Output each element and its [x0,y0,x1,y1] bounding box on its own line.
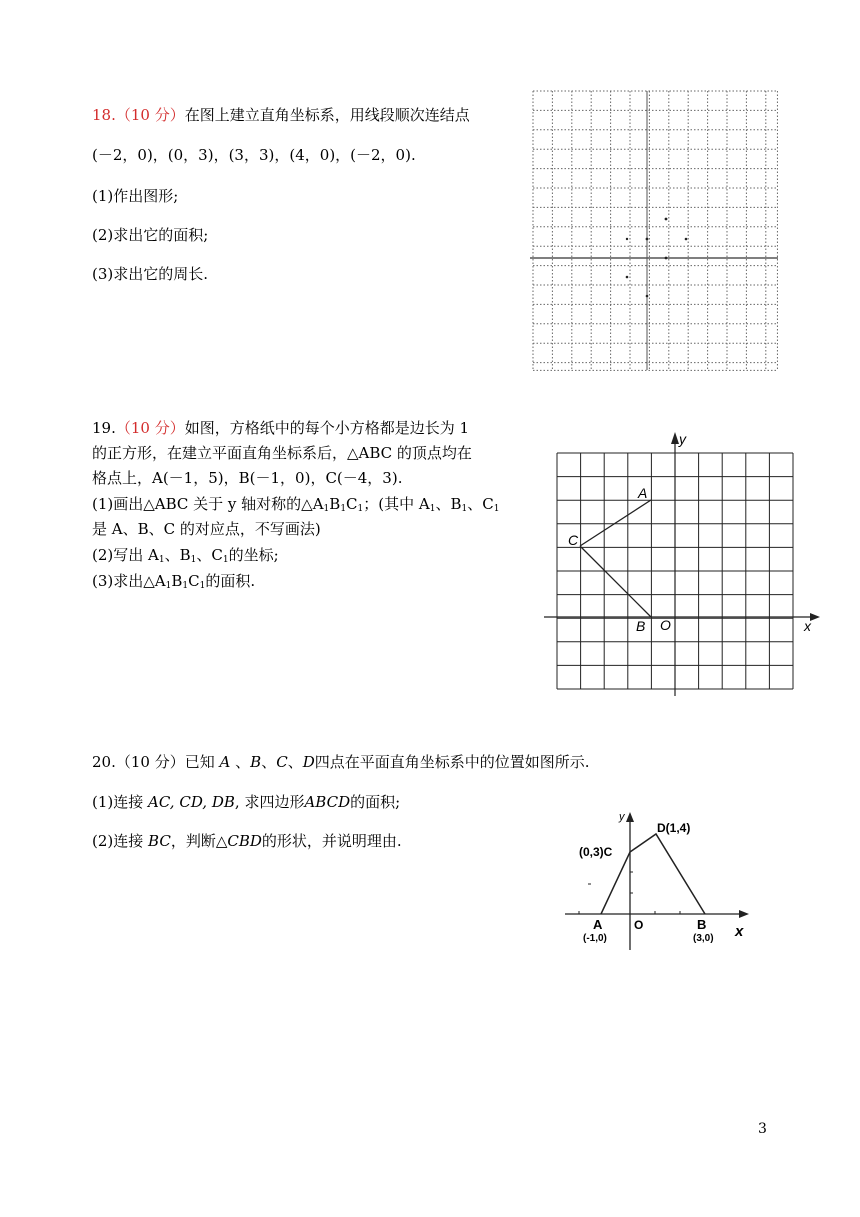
q19-segment-CB [580,546,651,617]
q19-label-O: O [660,617,671,633]
q20-label-x: x [735,923,744,940]
q19-part1: (1)画出△ABC 关于 y 轴对称的$\triangle A_1B_1C_1$；(其中 $A_1$、$B_1$、$C_1$ [92,495,500,514]
q19-part2: (2)写出 $A_1$、$B_1$、$C_1$的坐标; [92,546,279,565]
q20-number: 20. [92,753,116,771]
q20-label-A: A [593,917,603,932]
q20-figure [555,812,755,954]
q19-label-y: y [679,431,686,447]
q18-part1: (1)作出图形; [92,187,179,205]
q19-line2: 的正方形，在建立平面直角坐标系后，△ABC 的顶点均在 [92,444,472,462]
q18-score: （10 分） [115,106,185,124]
q19-text1: 如图，方格纸中的每个小方格都是边长为 1 [184,419,470,437]
q20-x-arrow [739,910,749,918]
q19-number: 19. [92,419,116,437]
q20-polyline-ACDB [601,834,705,914]
q18-part2: (2)求出它的面积; [92,226,209,244]
q20-y-arrow [626,812,634,822]
q18-number: 18. [92,106,116,124]
q20-label-B: B [697,917,707,932]
q20-label-A-coord: (-1,0) [583,933,607,944]
q19-label-B: B [636,618,646,634]
q19-label-x: x [804,618,811,634]
q18-text1: 在图上建立直角坐标系，用线段顺次连结点 [184,106,470,124]
q18-part3: (3)求出它的周长. [92,265,209,283]
q20-label-D: D(1,4) [657,821,691,835]
q20-label-y: y [619,812,625,823]
page-number: 3 [758,1121,767,1137]
q19-y-arrow [671,432,679,444]
q19-segment-AC [580,500,651,546]
q20-label-O: O [634,918,644,932]
q20-score: （10 分） [115,753,185,771]
q20-part2: (2)连接 BC，判断△CBD的形状，并说明理由. [92,832,402,850]
q18-line2: (－2，0)，(0，3)，(3，3)，(4，0)，(－2，0). [92,146,416,164]
q19-line3: 格点上，A(－1，5)，B(－1，0)，C(－4，3). [92,469,403,487]
q19-part1-cont: 是 A、B、C 的对应点，不写画法) [92,520,321,538]
q19-part3: (3)求出$\triangle A_1B_1C_1$的面积. [92,572,256,591]
q19-x-arrow [810,613,820,621]
q19-label-A: A [638,485,648,501]
q18-line1 [92,105,470,125]
q20-line1: 20.（10 分）已知 A 、B、C、D四点在平面直角坐标系中的位置如图所示. [92,753,590,771]
q20-part1: (1)连接 AC, CD, DB, 求四边形ABCD的面积; [92,793,401,811]
q19-score: （10 分） [115,419,185,437]
q19-label-C: C [568,532,579,548]
q19-line1 [92,418,469,438]
q20-label-C: (0,3)C [579,845,613,859]
q19-grid-figure [538,428,822,700]
q18-grid-figure [530,88,780,376]
q20-label-B-coord: (3,0) [693,933,714,944]
